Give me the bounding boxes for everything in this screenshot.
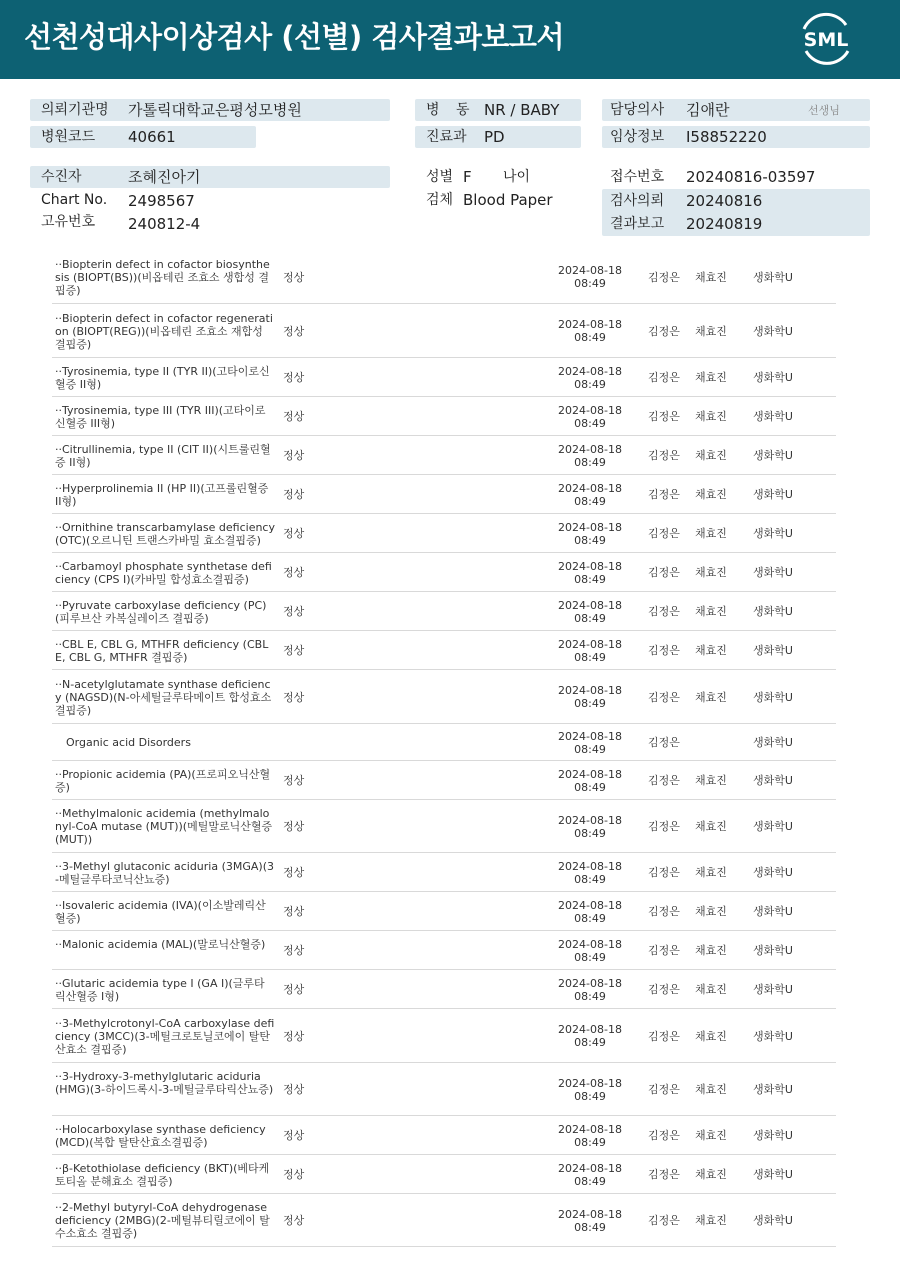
test-datetime (542, 404, 638, 430)
test-name: ··3-Methyl glutaconic aciduria (3MGA)(3-메틸글루타코닉산뇨증) (55, 859, 275, 886)
test-name: ··CBL E, CBL G, MTHFR deficiency (CBL E, CBL G, MTHFR 결핍증) (55, 637, 269, 664)
tester-name: 김정은 (648, 270, 680, 284)
test-result: 정상 (283, 605, 305, 618)
test-time: 08:49 (574, 911, 606, 925)
test-name: ··2-Methyl butyryl-CoA dehydrogenase deficiency (2MBG)(2-메틸뷰티릴코에이 탈수소효소 결핍증) (55, 1201, 270, 1240)
tester-name: 김정은 (648, 944, 680, 957)
verifier-name: 채효진 (695, 605, 727, 618)
test-name: ··Ornithine transcarbamylase deficiency (OTC)(오르니틴 트랜스카바밀 효소결핍증) (55, 520, 275, 547)
lab-section: 생화학U (753, 371, 793, 384)
ward-value: NR / BABY (484, 101, 560, 119)
table-row (52, 1194, 836, 1247)
test-datetime (542, 1123, 638, 1149)
test-date: 2024-08-18 (558, 859, 622, 873)
test-name: ··3-Methylcrotonyl-CoA carboxylase deficiency (3MCC)(3-메틸크로토닐코에이 탈탄산효소 결핍증) (55, 1016, 275, 1056)
test-result: 정상 (283, 905, 305, 918)
table-row (52, 436, 836, 475)
verifier-name: 채효진 (695, 371, 727, 384)
test-result: 정상 (283, 1168, 305, 1181)
test-result: 정상 (283, 944, 305, 957)
institution-value: 가톨릭대학교은평성모병원 (128, 101, 302, 119)
tester-name: 김정은 (648, 774, 680, 787)
test-result: 정상 (283, 371, 305, 384)
verifier-name: 채효진 (695, 449, 727, 462)
chart-no-label: Chart No. (41, 192, 108, 208)
test-date: 2024-08-18 (558, 813, 622, 827)
test-name: ··Malonic acidemia (MAL)(말로닉산혈증) (55, 937, 266, 951)
test-date: 2024-08-18 (558, 637, 622, 651)
lab-section: 생화학U (753, 566, 793, 579)
test-datetime (542, 977, 638, 1003)
test-date: 2024-08-18 (558, 318, 622, 331)
table-row (52, 853, 836, 892)
table-row (52, 1063, 836, 1116)
doctor-suffix: 선생님 (808, 104, 840, 117)
test-datetime (542, 684, 638, 710)
test-time: 08:49 (574, 494, 606, 508)
test-result: 정상 (283, 1214, 305, 1227)
tester-name: 김정은 (648, 566, 680, 579)
specimen-value: Blood Paper (463, 191, 553, 209)
report-date-value: 20240819 (686, 215, 763, 233)
test-name: ··Tyrosinemia, type III (TYR III)(고타이로신혈증 III형) (55, 403, 266, 430)
test-datetime (542, 521, 638, 547)
test-time: 08:49 (574, 455, 606, 469)
verifier-name: 채효진 (695, 1129, 727, 1142)
verifier-name: 채효진 (695, 944, 727, 957)
tester-name: 김정은 (648, 1029, 680, 1043)
test-name: ··Glutaric acidemia type I (GA I)(글루타릭산혈증 I형) (55, 976, 265, 1003)
test-date: 2024-08-18 (558, 1161, 622, 1175)
unique-no-value: 240812-4 (128, 215, 201, 233)
tester-name: 김정은 (648, 527, 680, 540)
department-value: PD (484, 128, 505, 146)
test-datetime (542, 768, 638, 794)
test-date: 2024-08-18 (558, 559, 622, 573)
test-result: 정상 (283, 488, 305, 501)
clinical-info-value: I58852220 (686, 128, 767, 146)
test-date: 2024-08-18 (558, 1122, 622, 1136)
tester-name: 김정은 (648, 644, 680, 657)
results-table (52, 250, 836, 1247)
test-time: 08:49 (574, 1036, 606, 1049)
test-time: 08:49 (574, 377, 606, 391)
test-result: 정상 (283, 270, 305, 284)
verifier-name: 채효진 (695, 1214, 727, 1227)
test-name: ··Biopterin defect in cofactor biosynthesis (BIOPT(BS))(비옵테린 조효소 생합성 결핍증) (55, 257, 270, 297)
patient-name-pill (30, 166, 390, 188)
doctor-value: 김애란 (686, 101, 730, 119)
test-datetime (542, 860, 638, 886)
lab-section: 생화학U (753, 1029, 793, 1043)
test-datetime (542, 938, 638, 964)
table-row (52, 514, 836, 553)
test-datetime (542, 730, 638, 756)
test-time: 08:49 (574, 277, 606, 290)
test-result: 정상 (283, 983, 305, 996)
test-date: 2024-08-18 (558, 264, 622, 277)
verifier-name: 채효진 (695, 410, 727, 423)
test-name: ··Propionic acidemia (PA)(프로피오닉산혈증) (55, 767, 271, 794)
test-result: 정상 (283, 1129, 305, 1142)
test-datetime (542, 899, 638, 925)
specimen-label: 검체 (426, 192, 454, 208)
table-row (52, 475, 836, 514)
lab-section: 생화학U (753, 324, 793, 338)
table-row (52, 553, 836, 592)
request-date-value: 20240816 (686, 192, 763, 210)
test-date: 2024-08-18 (558, 1076, 622, 1090)
test-date: 2024-08-18 (558, 403, 622, 417)
test-time: 08:49 (574, 780, 606, 794)
test-date: 2024-08-18 (558, 598, 622, 612)
test-datetime (542, 1162, 638, 1188)
verifier-name: 채효진 (695, 324, 727, 338)
test-name: ··Biopterin defect in cofactor regeneration (BIOPT(REG))(비옵테린 조효소 재합성 결핍증) (55, 311, 273, 351)
lab-section: 생화학U (753, 527, 793, 540)
table-row (52, 670, 836, 724)
patient-name-value: 조혜진아기 (128, 168, 201, 186)
department-label: 진료과 (426, 129, 467, 145)
test-name: ··Hyperprolinemia II (HP II)(고프롤린혈증 II형) (55, 481, 269, 508)
test-time: 08:49 (574, 650, 606, 664)
test-date: 2024-08-18 (558, 729, 622, 743)
test-time: 08:49 (574, 989, 606, 1003)
test-time: 08:49 (574, 1220, 606, 1234)
verifier-name: 채효진 (695, 866, 727, 879)
verifier-name: 채효진 (695, 1029, 727, 1043)
verifier-name: 채효진 (695, 820, 727, 833)
verifier-name: 채효진 (695, 690, 727, 704)
patient-name-label: 수진자 (41, 169, 82, 185)
lab-section: 생화학U (753, 488, 793, 501)
sex-value: F (463, 168, 472, 186)
table-row (52, 250, 836, 304)
age-label: 나이 (503, 169, 531, 185)
test-result: 정상 (283, 690, 305, 704)
test-result: 정상 (283, 820, 305, 833)
unique-no-label: 고유번호 (41, 214, 96, 230)
test-date: 2024-08-18 (558, 937, 622, 951)
verifier-name: 채효진 (695, 488, 727, 501)
tester-name: 김정은 (648, 866, 680, 879)
lab-section: 생화학U (753, 736, 793, 749)
verifier-name: 채효진 (695, 905, 727, 918)
tester-name: 김정은 (648, 820, 680, 833)
receipt-no-label: 접수번호 (610, 169, 665, 185)
tester-name: 김정은 (648, 410, 680, 423)
ward-label: 병 동 (426, 102, 476, 118)
doctor-label: 담당의사 (610, 102, 665, 118)
test-date: 2024-08-18 (558, 1207, 622, 1221)
table-row (52, 1116, 836, 1155)
test-date: 2024-08-18 (558, 976, 622, 990)
receipt-no-value: 20240816-03597 (686, 168, 816, 186)
lab-section: 생화학U (753, 605, 793, 618)
test-date: 2024-08-18 (558, 364, 622, 378)
table-row (52, 304, 836, 358)
tester-name: 김정은 (648, 1083, 680, 1096)
table-row (52, 631, 836, 670)
table-row (52, 724, 836, 761)
tester-name: 김정은 (648, 449, 680, 462)
test-datetime (542, 482, 638, 508)
test-datetime (542, 264, 638, 290)
test-time: 08:49 (574, 572, 606, 586)
test-name: ··Citrullinemia, type II (CIT II)(시트룰린혈증 II형) (55, 442, 271, 469)
test-result: 정상 (283, 774, 305, 787)
tester-name: 김정은 (648, 690, 680, 704)
test-datetime (542, 814, 638, 840)
tester-name: 김정은 (648, 905, 680, 918)
test-result: 정상 (283, 449, 305, 462)
test-name: ··3-Hydroxy-3-methylglutaric aciduria (HMG)(3-하이드록시-3-메틸글루타릭산뇨증) (55, 1070, 274, 1096)
verifier-name: 채효진 (695, 983, 727, 996)
tester-name: 김정은 (648, 1129, 680, 1142)
lab-section: 생화학U (753, 1083, 793, 1096)
test-date: 2024-08-18 (558, 684, 622, 697)
test-name: ··β-Ketothiolase deficiency (BKT)(베타케토티올 분해효소 결핍증) (55, 1161, 270, 1188)
report-date-label: 결과보고 (610, 216, 665, 232)
lab-section: 생화학U (753, 866, 793, 879)
test-name: ··Holocarboxylase synthase deficiency (MCD)(복합 탈탄산효소결핍증) (55, 1122, 266, 1149)
test-result: 정상 (283, 1083, 305, 1096)
lab-section: 생화학U (753, 449, 793, 462)
chart-no-value: 2498567 (128, 192, 195, 210)
lab-section: 생화학U (753, 690, 793, 704)
test-datetime (542, 1077, 638, 1103)
logo-text: SML (803, 29, 849, 51)
test-time: 08:49 (574, 533, 606, 547)
test-result: 정상 (283, 644, 305, 657)
report-title: 선천성대사이상검사 (선별) 검사결과보고서 (24, 20, 564, 54)
test-name: ··N-acetylglutamate synthase deficiency (NAGSD)(N-아세틸글루타메이트 합성효소 결핍증) (55, 677, 272, 717)
verifier-name: 채효진 (695, 270, 727, 284)
lab-section: 생화학U (753, 644, 793, 657)
institution-label: 의뢰기관명 (41, 102, 109, 118)
clinical-info-label: 임상정보 (610, 129, 665, 145)
lab-section: 생화학U (753, 1129, 793, 1142)
tester-name: 김정은 (648, 736, 680, 749)
test-date: 2024-08-18 (558, 1023, 622, 1036)
test-datetime (542, 443, 638, 469)
verifier-name: 채효진 (695, 566, 727, 579)
test-result: 정상 (283, 324, 305, 338)
test-time: 08:49 (574, 416, 606, 430)
table-row (52, 1009, 836, 1063)
test-datetime (542, 318, 638, 344)
test-time: 08:49 (574, 331, 606, 344)
table-row (52, 592, 836, 631)
test-datetime (542, 1208, 638, 1234)
verifier-name: 채효진 (695, 1083, 727, 1096)
test-result: 정상 (283, 566, 305, 579)
sex-label: 성별 (426, 169, 454, 185)
test-time: 08:49 (574, 1174, 606, 1188)
lab-section: 생화학U (753, 905, 793, 918)
test-datetime (542, 365, 638, 391)
test-datetime (542, 1023, 638, 1049)
lab-section: 생화학U (753, 944, 793, 957)
lab-section: 생화학U (753, 774, 793, 787)
test-time: 08:49 (574, 611, 606, 625)
verifier-name: 채효진 (695, 644, 727, 657)
table-row (52, 358, 836, 397)
verifier-name: 채효진 (695, 527, 727, 540)
test-date: 2024-08-18 (558, 442, 622, 456)
verifier-name: 채효진 (695, 774, 727, 787)
tester-name: 김정은 (648, 324, 680, 338)
tester-name: 김정은 (648, 488, 680, 501)
table-row (52, 397, 836, 436)
test-date: 2024-08-18 (558, 767, 622, 781)
tester-name: 김정은 (648, 1168, 680, 1181)
lab-section: 생화학U (753, 270, 793, 284)
test-time: 08:49 (574, 826, 606, 840)
tester-name: 김정은 (648, 371, 680, 384)
table-row (52, 800, 836, 853)
test-date: 2024-08-18 (558, 898, 622, 912)
table-row (52, 931, 836, 970)
tester-name: 김정은 (648, 605, 680, 618)
hospital-code-label: 병원코드 (41, 129, 96, 145)
sml-logo (796, 11, 856, 67)
table-row (52, 761, 836, 800)
table-row (52, 892, 836, 931)
tester-name: 김정은 (648, 1214, 680, 1227)
table-row (52, 1155, 836, 1194)
table-row (52, 970, 836, 1009)
test-name: ··Carbamoyl phosphate synthetase deficiency (CPS I)(카바밀 합성효소결핍증) (55, 559, 272, 586)
test-name: ··Pyruvate carboxylase deficiency (PC)(피루브산 카복실레이즈 결핍증) (55, 598, 267, 625)
test-result: 정상 (283, 1029, 305, 1043)
test-time: 08:49 (574, 1135, 606, 1149)
test-result: 정상 (283, 527, 305, 540)
report-header (0, 0, 900, 79)
test-time: 08:49 (574, 1089, 606, 1103)
test-date: 2024-08-18 (558, 481, 622, 495)
request-date-label: 검사의뢰 (610, 193, 665, 209)
hospital-code-value: 40661 (128, 128, 176, 146)
lab-section: 생화학U (753, 1214, 793, 1227)
test-date: 2024-08-18 (558, 520, 622, 534)
verifier-name: 채효진 (695, 1168, 727, 1181)
test-result: 정상 (283, 410, 305, 423)
test-name: Organic acid Disorders (66, 736, 191, 749)
test-time: 08:49 (574, 872, 606, 886)
test-time: 08:49 (574, 742, 606, 756)
test-name: ··Tyrosinemia, type II (TYR II)(고타이로신혈증 II형) (55, 364, 270, 391)
lab-section: 생화학U (753, 983, 793, 996)
test-result: 정상 (283, 866, 305, 879)
tester-name: 김정은 (648, 983, 680, 996)
test-datetime (542, 560, 638, 586)
lab-section: 생화학U (753, 820, 793, 833)
test-name: ··Methylmalonic acidemia (methylmalonyl-CoA mutase (MUT))(메틸말로닉산혈증 (MUT)) (55, 807, 273, 846)
test-datetime (542, 638, 638, 664)
test-time: 08:49 (574, 697, 606, 710)
lab-section: 생화학U (753, 1168, 793, 1181)
test-time: 08:49 (574, 950, 606, 964)
lab-section: 생화학U (753, 410, 793, 423)
test-name: ··Isovaleric acidemia (IVA)(이소발레릭산혈증) (55, 898, 266, 925)
test-datetime (542, 599, 638, 625)
